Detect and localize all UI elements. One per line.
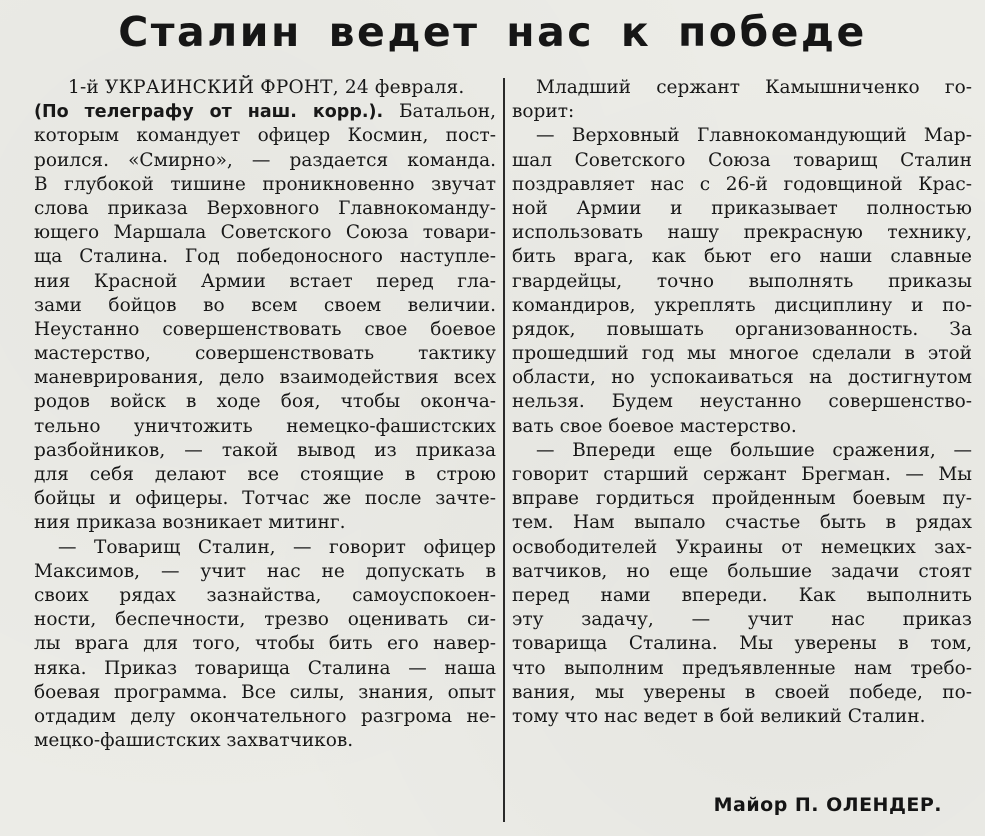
article-line: поздравляет нас с 26-й годовщиной Крас- — [512, 173, 972, 195]
article-line: эту задачу, — учит нас приказ — [512, 609, 972, 631]
dateline-source: (По телеграфу от наш. корр.). — [34, 102, 384, 123]
article-line: своих рядах зазнайства, самоуспокоен- — [34, 584, 496, 606]
article-line: — Товарищ Сталин, — говорит офицер — [58, 536, 496, 558]
article-line: Максимов, — учит нас не допускать в — [34, 560, 496, 582]
article-line: родов войск в ходе боя, чтобы оконча- — [34, 391, 496, 413]
article-line: перед нами впереди. Как выполнить — [512, 584, 972, 606]
article-line: Младший сержант Камышниченко го- — [536, 77, 972, 98]
article-line: маневрирования, дело взаимодействия всех — [34, 367, 496, 389]
article-line: товарища Сталина. Мы уверены в том, — [512, 633, 972, 655]
article-line: мастерство, совершенствовать тактику — [34, 343, 496, 365]
article-line: освободителей Украины от немецких зах- — [512, 536, 972, 558]
article-line: вправе гордиться пройденным боевым пу- — [512, 488, 972, 510]
article-line: области, но успокаиваться на достигнутом — [512, 367, 972, 389]
column-divider — [503, 78, 505, 822]
article-line: ватчиков, но еще большие задачи стоят — [512, 560, 972, 582]
article-line: шал Советского Союза товарищ Сталин — [512, 149, 972, 171]
article-line: бить врага, как бьют его наши славные — [512, 246, 972, 268]
right-column — [512, 76, 972, 729]
article-line: ности, беспечности, трезво оценивать си- — [34, 609, 496, 631]
article-line: мецко-фашистских захватчиков. — [34, 730, 354, 752]
article-line: слова приказа Верховного Главнокоманду- — [34, 197, 496, 219]
article-line: использовать нашу прекрасную технику, — [512, 222, 972, 244]
article-line: ща Сталина. Год победоносного наступле- — [34, 246, 496, 268]
article-line: В глубокой тишине проникновенно звучат — [34, 173, 496, 195]
headline: Сталин ведет нас к победе — [118, 8, 867, 56]
article-line: рядок, повышать организованность. За — [512, 318, 972, 340]
left-column — [34, 76, 496, 753]
article-line: вания, мы уверены в своей победе, по- — [512, 681, 972, 703]
article-line: ния приказа возникает митинг. — [34, 512, 346, 534]
article-line: ворит: — [512, 101, 575, 123]
article-line: прошедший год мы многое сделали в этой — [512, 343, 972, 365]
dateline — [34, 76, 496, 100]
article-line — [34, 100, 496, 124]
article-line: ния Красной Армии встает перед гла- — [34, 270, 496, 292]
author-signature: Майор П. ОЛЕНДЕР. — [713, 794, 942, 816]
article-line: для себя делают все стоящие в строю — [34, 464, 496, 485]
article-line: лы врага для того, чтобы бить его навер- — [34, 633, 496, 655]
article-line: тем. Нам выпало счастье быть в рядах — [512, 512, 972, 534]
article-line: гвардейцы, точно выполнять приказы — [512, 270, 972, 292]
article-line: — Впереди еще большие сражения, — — [536, 439, 972, 461]
article-line: бойцы и офицеры. Тотчас же после зачте- — [34, 488, 496, 510]
article-line: роился. «Смирно», — раздается команда. — [34, 149, 496, 171]
article-line: боевая программа. Все силы, знания, опыт — [34, 681, 496, 703]
article-line-text: Батальон, — [398, 101, 497, 123]
article-line: командиров, укреплять дисциплину и по- — [512, 294, 972, 316]
article-line: зами бойцов во всем своем величии. — [34, 294, 496, 316]
article-line: няка. Приказ товарища Сталина — наша — [34, 657, 496, 679]
article-line: ной Армии и приказывает полностью — [512, 197, 972, 219]
article-line: говорит старший сержант Брегман. — Мы — [512, 464, 972, 485]
article-line: — Верховный Главнокомандующий Мар- — [536, 125, 972, 147]
dateline-location: 1-й УКРАИНСКИЙ ФРОНТ, 24 февраля. — [68, 77, 465, 98]
article-line: вать свое боевое мастерство. — [512, 415, 797, 437]
article-line: которым командует офицер Космин, пост- — [34, 125, 496, 147]
article-line: тому что нас ведет в бой великий Сталин. — [512, 705, 926, 727]
article-line: отдадим делу окончательного разгрома не- — [34, 705, 496, 727]
article-line: нельзя. Будем неустанно совершенство- — [512, 391, 972, 413]
article-line: что выполним предъявленные нам требо- — [512, 657, 972, 679]
article-line: Неустанно совершенствовать свое боевое — [34, 318, 496, 340]
article-line: ющего Маршала Советского Союза товари- — [34, 222, 496, 244]
article-line: разбойников, — такой вывод из приказа — [34, 439, 496, 461]
article-line: тельно уничтожить немецко-фашистских — [34, 415, 496, 437]
